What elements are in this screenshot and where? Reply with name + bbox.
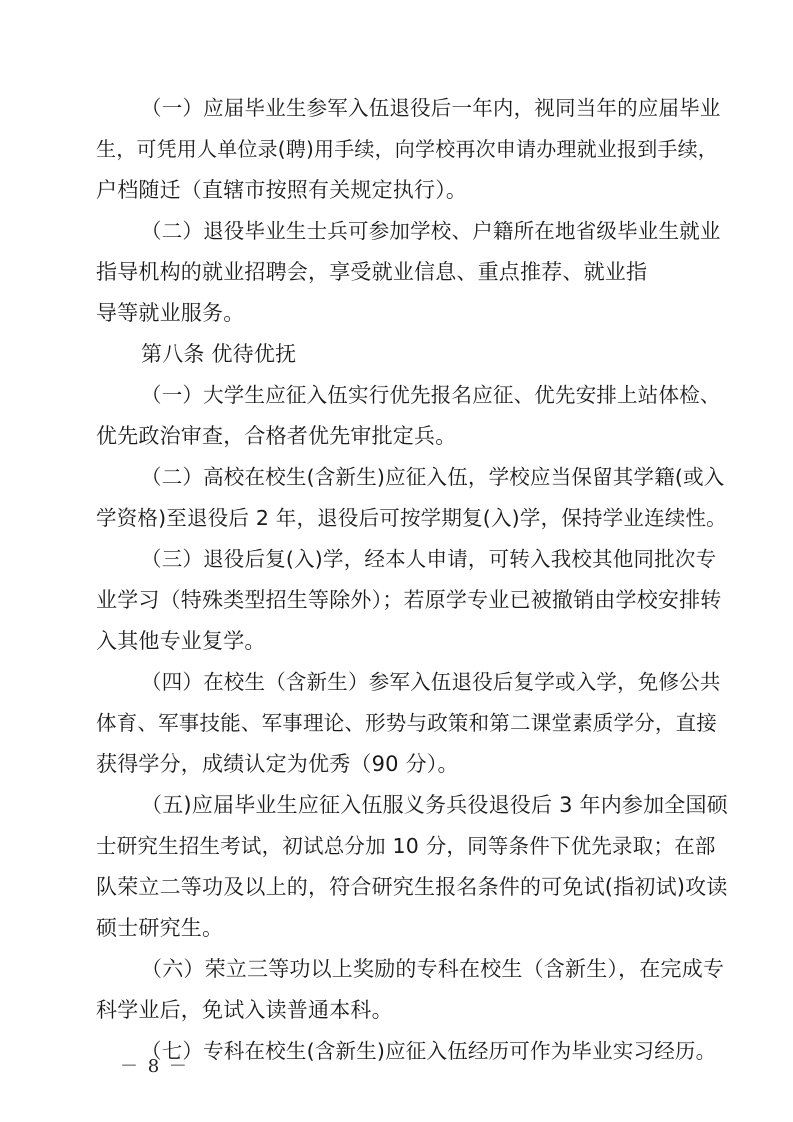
- text-line: （二）退役毕业生士兵可参加学校、户籍所在地省级毕业生就业: [141, 219, 721, 243]
- text-line: （五)应届毕业生应征入伍服义务兵役退役后 3 年内参加全国硕: [141, 793, 728, 817]
- text-line: 科学业后，免试入读普通本科。: [96, 998, 393, 1022]
- text-line: （一）大学生应征入伍实行优先报名应征、优先安排上站体检、: [141, 383, 721, 407]
- page-number: － 8 －: [120, 1056, 189, 1077]
- text-line: （六）荣立三等功以上奖励的专科在校生（含新生），在完成专: [141, 957, 725, 981]
- text-line: 生，可凭用人单位录(聘)用手续，向学校再次申请办理就业报到手续，: [96, 137, 719, 161]
- text-line: （二）高校在校生(含新生)应征入伍，学校应当保留其学籍(或入: [141, 465, 725, 489]
- text-line: 导等就业服务。: [96, 301, 245, 325]
- text-line: （一）应届毕业生参军入伍退役后一年内，视同当年的应届毕业: [141, 96, 721, 120]
- text-line: 体育、军事技能、军事理论、形势与政策和第二课堂素质学分，直接: [96, 711, 717, 735]
- text-line: 业学习（特殊类型招生等除外）；若原学专业已被撤销由学校安排转: [96, 588, 722, 612]
- text-line: 硕士研究生。: [96, 916, 224, 940]
- text-line: 指导机构的就业招聘会，享受就业信息、重点推荐、就业指: [96, 260, 648, 284]
- text-line: （四）在校生（含新生）参军入伍退役后复学或入学，免修公共: [141, 670, 721, 694]
- text-line: 学资格)至退役后 2 年，退役后可按学期复(入)学，保持学业连续性。: [96, 506, 727, 530]
- section-heading: 第八条 优待优抚: [141, 342, 297, 366]
- text-line: 户档随迁（直辖市按照有关规定执行）。: [96, 178, 468, 202]
- text-line: 入其他专业复学。: [96, 629, 266, 653]
- text-line: 士研究生招生考试，初试总分加 10 分，同等条件下优先录取；在部: [96, 834, 716, 858]
- text-line: （七）专科在校生(含新生)应征入伍经历可作为毕业实习经历。: [141, 1039, 717, 1063]
- text-line: 优先政治审查，合格者优先审批定兵。: [96, 424, 457, 448]
- text-line: （三）退役后复(入)学，经本人申请，可转入我校其他同批次专: [141, 547, 717, 571]
- text-line: 获得学分，成绩认定为优秀（90 分）。: [96, 752, 459, 776]
- text-line: 队荣立二等功及以上的，符合研究生报名条件的可免试(指初试)攻读: [96, 875, 728, 899]
